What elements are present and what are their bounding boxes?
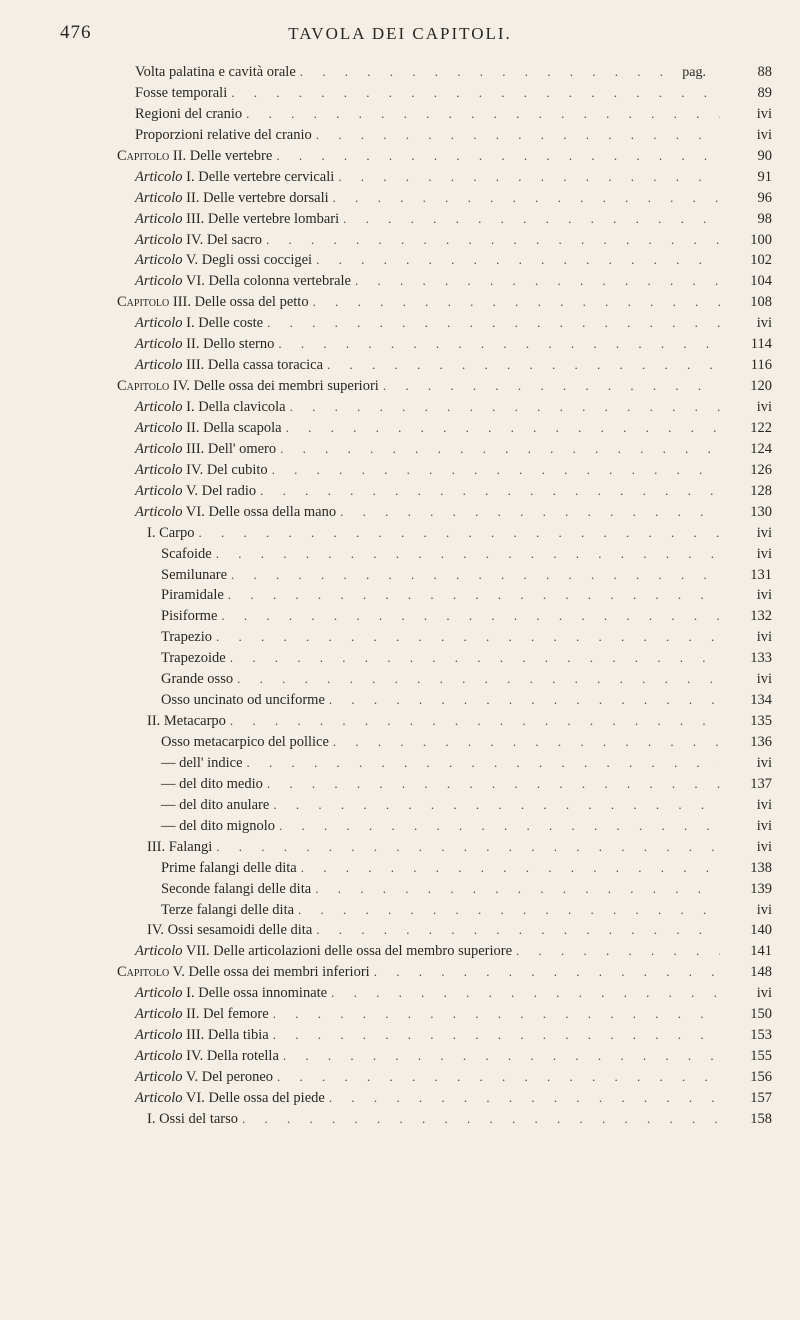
dot-leader	[247, 753, 720, 774]
toc-entry-label	[161, 753, 243, 774]
toc-entry-label	[161, 900, 294, 921]
toc-entry-page: 108	[750, 294, 772, 311]
toc-entry-page: ivi	[756, 629, 772, 646]
toc-entry	[117, 690, 772, 711]
dot-leader	[313, 292, 720, 313]
toc-entry-label	[135, 397, 286, 418]
toc-entry-title: I. Della clavicola	[186, 399, 286, 415]
toc-entry-page: 116	[750, 357, 772, 374]
toc-entry	[117, 544, 772, 565]
toc-entry-label	[135, 313, 263, 334]
toc-entry-title: Terze falangi delle dita	[161, 901, 295, 918]
toc-entry	[117, 167, 772, 188]
article-word: Articolo	[135, 273, 183, 290]
toc-entry	[117, 920, 772, 941]
dot-leader	[273, 1025, 720, 1046]
dot-leader	[280, 439, 720, 460]
toc-entry	[117, 146, 772, 167]
toc-entry	[117, 753, 772, 774]
toc-entry-label	[147, 1109, 238, 1130]
toc-entry-label	[161, 774, 263, 795]
toc-entry-label	[117, 146, 272, 167]
toc-entry-label	[135, 125, 312, 146]
dot-leader	[216, 837, 720, 858]
toc-entry	[117, 941, 772, 962]
toc-entry	[117, 334, 772, 355]
toc-entry-page: 131	[750, 566, 772, 583]
toc-entry-title: VI. Della colonna vertebrale	[185, 273, 351, 290]
toc-entry-title: Trapezoide	[161, 650, 226, 667]
toc-entry-title: III. Delle vertebre lombari	[186, 210, 340, 227]
toc-entry-label	[135, 1025, 269, 1046]
toc-entry-label	[135, 460, 268, 481]
toc-entry-label	[161, 627, 212, 648]
dot-leader	[329, 1088, 720, 1109]
toc-entry	[117, 271, 772, 292]
toc-entry-title: II. Delle vertebre	[172, 147, 273, 164]
toc-entry	[117, 439, 772, 460]
toc-entry-title: — dell' indice	[161, 754, 243, 771]
toc-entry	[117, 502, 772, 523]
toc-entry	[117, 669, 772, 690]
toc-entry-page: 138	[750, 859, 772, 876]
article-word: Articolo	[135, 440, 183, 457]
toc-entry-page: ivi	[756, 796, 772, 813]
toc-entry-label	[117, 292, 309, 313]
toc-entry	[117, 104, 772, 125]
toc-entry-title: I. Delle coste	[186, 315, 264, 332]
toc-entry	[117, 816, 772, 837]
dot-leader	[278, 334, 720, 355]
toc-entry	[117, 313, 772, 334]
toc-entry	[117, 962, 772, 983]
toc-entry-label	[161, 544, 212, 565]
toc-entry-title: IV. Della rotella	[186, 1048, 279, 1065]
toc-entry-page: 157	[750, 1089, 772, 1106]
chapter-word: Capitolo	[117, 294, 170, 311]
dot-leader	[333, 732, 720, 753]
dot-leader	[216, 544, 720, 565]
toc-entry-page: 153	[750, 1027, 772, 1044]
toc-entry-label	[135, 1046, 279, 1067]
toc-entry-label	[161, 669, 233, 690]
toc-entry-title: Semilunare	[161, 566, 228, 583]
toc-entry-page: 122	[750, 419, 772, 436]
dot-leader	[272, 460, 720, 481]
running-head: TAVOLA DEI CAPITOLI.	[288, 24, 512, 43]
toc-entry-label	[147, 837, 212, 858]
toc-entry-label	[135, 1088, 325, 1109]
toc-entry	[117, 879, 772, 900]
toc-entry	[117, 292, 772, 313]
dot-leader	[316, 250, 720, 271]
toc-entry-title: Regioni del cranio	[135, 105, 243, 122]
toc-entry-title: II. Del femore	[186, 1006, 269, 1023]
toc-entry-title: IV. Del sacro	[186, 231, 262, 248]
toc-entry-page: 124	[750, 440, 772, 457]
pag-label: pag.	[682, 65, 706, 80]
toc-entry	[117, 62, 772, 83]
dot-leader	[316, 920, 720, 941]
dot-leader	[355, 271, 720, 292]
toc-entry	[117, 585, 772, 606]
toc-entry-title: Pisiforme	[161, 608, 218, 625]
dot-leader	[279, 816, 720, 837]
toc-entry-label	[161, 585, 224, 606]
toc-entry	[117, 209, 772, 230]
toc-entry	[117, 732, 772, 753]
toc-entry-title: Osso uncinato od unciforme	[161, 692, 325, 709]
toc-entry-title: Scafoide	[161, 545, 212, 562]
toc-entry-page: ivi	[756, 901, 772, 918]
toc-entry-title: VI. Delle ossa della mano	[185, 503, 337, 520]
toc-entry	[117, 460, 772, 481]
article-word: Articolo	[135, 1006, 183, 1023]
toc-entry-title: III. Falangi	[147, 838, 213, 855]
table-of-contents	[117, 62, 772, 1130]
toc-entry-label	[135, 481, 256, 502]
toc-entry-title: V. Degli ossi coccigei	[185, 252, 313, 269]
toc-entry	[117, 355, 772, 376]
article-word: Articolo	[135, 1089, 183, 1106]
toc-entry-label	[161, 795, 269, 816]
toc-entry	[117, 606, 772, 627]
toc-entry-title: Volta palatina e cavità orale	[135, 64, 296, 80]
toc-entry-page: ivi	[756, 985, 772, 1002]
toc-entry-page: 90	[757, 147, 772, 164]
toc-entry	[117, 900, 772, 921]
article-word: Articolo	[135, 482, 183, 499]
toc-entry-label	[135, 62, 296, 83]
chapter-word: Capitolo	[117, 147, 170, 164]
article-word: Articolo	[135, 503, 183, 520]
toc-entry	[117, 711, 772, 732]
dot-leader	[298, 900, 720, 921]
toc-entry-page: 135	[750, 713, 772, 730]
toc-entry-title: Seconde falangi delle dita	[161, 880, 312, 897]
toc-entry-label	[161, 690, 325, 711]
dot-leader	[329, 690, 720, 711]
dot-leader	[267, 313, 720, 334]
article-word: Articolo	[135, 168, 183, 185]
toc-entry	[117, 418, 772, 439]
toc-entry-label	[135, 188, 329, 209]
toc-entry	[117, 565, 772, 586]
article-word: Articolo	[135, 943, 183, 960]
dot-leader	[242, 1109, 720, 1130]
toc-entry	[117, 188, 772, 209]
toc-entry-label	[161, 816, 275, 837]
toc-entry	[117, 1109, 772, 1130]
toc-entry-title: II. Dello sterno	[186, 336, 275, 353]
dot-leader	[516, 941, 720, 962]
toc-entry-label	[135, 983, 327, 1004]
dot-leader	[286, 418, 720, 439]
toc-entry-label	[135, 167, 334, 188]
toc-entry-title: III. Della tibia	[186, 1027, 269, 1044]
toc-entry-page: 140	[750, 922, 772, 939]
dot-leader	[267, 774, 720, 795]
toc-entry	[117, 481, 772, 502]
toc-entry	[117, 1046, 772, 1067]
dot-leader	[216, 627, 720, 648]
toc-entry-label	[161, 732, 329, 753]
toc-entry-label	[135, 1004, 269, 1025]
toc-entry-label	[147, 711, 226, 732]
toc-entry-label	[147, 523, 195, 544]
dot-leader	[228, 585, 720, 606]
toc-entry-label	[117, 962, 370, 983]
toc-entry-label	[135, 355, 323, 376]
article-word: Articolo	[135, 210, 183, 227]
dot-leader	[199, 523, 720, 544]
toc-entry-label	[135, 439, 276, 460]
dot-leader	[327, 355, 720, 376]
toc-entry-page: 89	[757, 84, 772, 101]
toc-entry-page: 133	[750, 650, 772, 667]
toc-entry	[117, 397, 772, 418]
toc-entry	[117, 627, 772, 648]
article-word: Articolo	[135, 1048, 183, 1065]
toc-entry-page: ivi	[756, 817, 772, 834]
toc-entry-title: III. Dell' omero	[186, 440, 277, 457]
dot-leader	[343, 209, 720, 230]
toc-entry-title: III. Della cassa toracica	[186, 357, 324, 374]
article-word: Articolo	[135, 315, 183, 332]
toc-entry-label	[135, 334, 274, 355]
toc-entry-page: 120	[750, 378, 772, 395]
toc-entry	[117, 1088, 772, 1109]
dot-leader	[237, 669, 720, 690]
toc-entry	[117, 523, 772, 544]
toc-entry-label	[135, 271, 351, 292]
toc-entry-page: ivi	[756, 399, 772, 415]
dot-leader	[277, 1067, 720, 1088]
toc-entry-page: 130	[750, 503, 772, 520]
toc-entry-label	[135, 418, 282, 439]
dot-leader	[383, 376, 720, 397]
toc-entry-title: Prime falangi delle dita	[161, 859, 297, 876]
toc-entry	[117, 1025, 772, 1046]
toc-entry-title: IV. Del cubito	[186, 461, 268, 478]
toc-entry	[117, 1004, 772, 1025]
article-word: Articolo	[135, 419, 183, 436]
dot-leader	[300, 62, 669, 83]
toc-entry-page: ivi	[756, 315, 772, 332]
toc-entry-page: ivi	[756, 524, 772, 541]
toc-entry-title: V. Del radio	[185, 482, 257, 499]
dot-leader	[230, 711, 720, 732]
chapter-word: Capitolo	[117, 378, 170, 395]
article-word: Articolo	[135, 1027, 183, 1044]
toc-entry-label	[161, 648, 226, 669]
toc-entry-title: I. Delle ossa innominate	[186, 985, 328, 1002]
page-number: 476	[60, 22, 92, 43]
toc-entry	[117, 1067, 772, 1088]
toc-entry	[117, 125, 772, 146]
toc-entry-label	[117, 376, 379, 397]
toc-entry	[117, 230, 772, 251]
dot-leader	[331, 983, 720, 1004]
chapter-word: Capitolo	[117, 964, 170, 981]
toc-entry	[117, 250, 772, 271]
toc-entry	[117, 837, 772, 858]
dot-leader	[273, 795, 720, 816]
toc-entry-title: IV. Ossi sesamoidi delle dita	[147, 922, 313, 939]
toc-entry-title: Osso metacarpico del pollice	[161, 734, 329, 750]
toc-entry-page: ivi	[756, 838, 772, 855]
toc-entry-page: ivi	[756, 671, 772, 688]
toc-entry-page: 104	[750, 273, 772, 290]
dot-leader	[273, 1004, 720, 1025]
article-word: Articolo	[135, 357, 183, 374]
article-word: Articolo	[135, 461, 183, 478]
dot-leader	[276, 146, 720, 167]
toc-entry-label	[161, 858, 297, 879]
toc-entry-page: 102	[750, 252, 772, 269]
toc-entry	[117, 983, 772, 1004]
toc-entry-title: Proporzioni relative del cranio	[135, 126, 312, 143]
toc-entry-page: 91	[757, 168, 772, 185]
toc-entry-label	[135, 209, 339, 230]
dot-leader	[221, 606, 720, 627]
toc-entry-page: 128	[750, 482, 772, 499]
toc-entry-label	[135, 104, 242, 125]
toc-entry-title: II. Metacarpo	[147, 713, 226, 730]
toc-entry-page: 114	[750, 336, 772, 353]
toc-entry-title: Trapezio	[161, 629, 213, 646]
toc-entry-page: 150	[750, 1006, 772, 1023]
toc-entry-title: II. Delle vertebre dorsali	[186, 189, 329, 206]
article-word: Articolo	[135, 336, 183, 353]
toc-entry-label	[135, 250, 312, 271]
toc-entry-page: 88	[757, 64, 772, 80]
toc-entry-page: 126	[750, 461, 772, 478]
article-word: Articolo	[135, 231, 183, 248]
toc-entry-page: 132	[750, 608, 772, 625]
dot-leader	[290, 397, 720, 418]
toc-entry-label	[161, 565, 227, 586]
toc-entry	[117, 858, 772, 879]
article-word: Articolo	[135, 1069, 183, 1085]
toc-entry-title: I. Carpo	[147, 524, 195, 541]
toc-entry-page: 139	[750, 880, 772, 897]
toc-entry-title: Grande osso	[161, 671, 234, 688]
toc-entry-title: VII. Delle articolazioni delle ossa del membro superiore	[185, 943, 513, 960]
toc-entry-label	[135, 83, 227, 104]
toc-entry-page: ivi	[756, 587, 772, 604]
toc-entry	[117, 648, 772, 669]
toc-entry	[117, 83, 772, 104]
dot-leader	[315, 879, 720, 900]
toc-entry-page: ivi	[756, 105, 772, 122]
toc-entry-title: — del dito anulare	[161, 796, 270, 813]
dot-leader	[316, 125, 720, 146]
toc-entry-label	[147, 920, 312, 941]
dot-leader	[333, 188, 720, 209]
article-word: Articolo	[135, 399, 183, 415]
dot-leader	[246, 104, 720, 125]
toc-entry-page: 96	[757, 189, 772, 206]
dot-leader	[283, 1046, 720, 1067]
toc-entry-title: V. Delle ossa dei membri inferiori	[172, 964, 370, 981]
toc-entry-page: 148	[750, 964, 772, 981]
toc-entry	[117, 774, 772, 795]
toc-entry-title: I. Delle vertebre cervicali	[186, 168, 335, 185]
dot-leader	[266, 230, 720, 251]
toc-entry-title: III. Delle ossa del petto	[172, 294, 309, 311]
toc-entry-label	[135, 941, 512, 962]
dot-leader	[338, 167, 720, 188]
toc-entry-title: — del dito medio	[161, 775, 263, 792]
dot-leader	[230, 648, 720, 669]
toc-entry-title: V. Del peroneo	[185, 1069, 274, 1085]
dot-leader	[374, 962, 720, 983]
toc-entry-page: ivi	[756, 545, 772, 562]
toc-entry-page: 156	[750, 1069, 772, 1085]
toc-entry-title: IV. Delle ossa dei membri superiori	[172, 378, 379, 395]
toc-entry-title: I. Ossi del tarso	[147, 1110, 239, 1127]
toc-entry-page: 100	[750, 231, 772, 248]
toc-entry-label	[161, 606, 217, 627]
toc-entry-page: 136	[750, 734, 772, 750]
article-word: Articolo	[135, 985, 183, 1002]
toc-entry-title: — del dito mignolo	[161, 817, 275, 834]
toc-entry	[117, 376, 772, 397]
toc-entry-title: Fosse temporali	[135, 84, 228, 101]
toc-entry-label	[161, 879, 311, 900]
toc-entry-page: 137	[750, 775, 772, 792]
toc-entry-page: 98	[757, 210, 772, 227]
toc-entry-page: 158	[750, 1110, 772, 1127]
article-word: Articolo	[135, 252, 183, 269]
dot-leader	[231, 565, 720, 586]
toc-entry-page: ivi	[756, 126, 772, 143]
article-word: Articolo	[135, 189, 183, 206]
toc-entry-label	[135, 1067, 273, 1088]
toc-entry-page: ivi	[756, 754, 772, 771]
toc-entry-label	[135, 230, 262, 251]
toc-entry	[117, 795, 772, 816]
toc-entry-title: VI. Delle ossa del piede	[185, 1089, 325, 1106]
dot-leader	[301, 858, 720, 879]
toc-entry-title: Piramidale	[161, 587, 224, 604]
dot-leader	[260, 481, 720, 502]
dot-leader	[231, 83, 720, 104]
toc-entry-page: 141	[750, 943, 772, 960]
toc-entry-page: 155	[750, 1048, 772, 1065]
toc-entry-label	[135, 502, 336, 523]
toc-entry-page: 134	[750, 692, 772, 709]
toc-entry-title: II. Della scapola	[186, 419, 282, 436]
dot-leader	[340, 502, 720, 523]
